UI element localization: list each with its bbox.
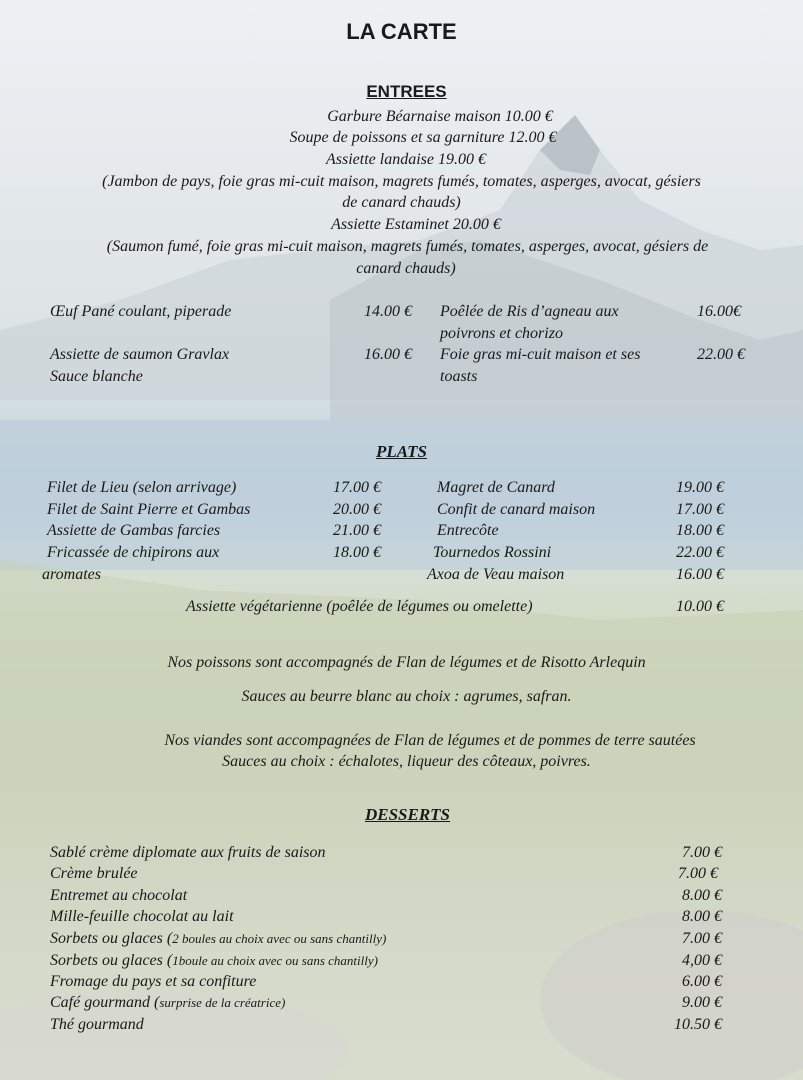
- entree-estaminet-description: (Saumon fumé, foie gras mi-cuit maison, magrets fumés, tomates, asperges, avocat, gésiers de: [106, 238, 709, 255]
- entree-ris-agneau-price: 16.00€: [697, 303, 741, 320]
- dessert-sorbets-2-boules-price: 7.00 €: [682, 930, 722, 947]
- entree-landaise-description: (Jambon de pays, foie gras mi-cuit maison, magrets fumés, tomates, asperges, avocat, gésiers: [102, 173, 701, 190]
- note-poissons-sauces: Sauces au beurre blanc au choix : agrumes, safran.: [241, 688, 572, 705]
- entree-assiette-landaise: Assiette landaise 19.00 €: [326, 151, 486, 168]
- entree-foie-gras-price: 22.00 €: [697, 346, 745, 363]
- dessert-mille-feuille-price: 8.00 €: [682, 908, 722, 925]
- dessert-cafe-gourmand: Café gourmand (surprise de la créatrice): [50, 994, 286, 1011]
- entree-estaminet-description-cont: canard chauds): [356, 260, 456, 277]
- dessert-the-gourmand: Thé gourmand: [50, 1016, 144, 1033]
- plat-filet-saint-pierre-price: 20.00 €: [333, 501, 381, 518]
- dessert-sorbets-2-boules: Sorbets ou glaces (2 boules au choix avec ou sans chantilly): [50, 930, 387, 947]
- dessert-fromage-price: 6.00 €: [682, 973, 722, 990]
- plat-entrecote-price: 18.00 €: [676, 522, 724, 539]
- entree-soupe: Soupe de poissons et sa garniture 12.00 €: [289, 129, 557, 146]
- note-viandes-sauces: Sauces au choix : échalotes, liqueur des côteaux, poivres.: [222, 753, 591, 770]
- plat-axoa: Axoa de Veau maison: [427, 566, 565, 583]
- entree-assiette-estaminet: Assiette Estaminet 20.00 €: [331, 216, 501, 233]
- entree-garbure: Garbure Béarnaise maison 10.00 €: [327, 108, 553, 125]
- plat-gambas-farcies-price: 21.00 €: [333, 522, 381, 539]
- entree-gravlax-price: 16.00 €: [364, 346, 412, 363]
- note-poissons: Nos poissons sont accompagnés de Flan de légumes et de Risotto Arlequin: [167, 654, 646, 671]
- plats-heading: PLATS: [375, 442, 427, 461]
- dessert-creme-brulee-price: 7.00 €: [678, 865, 718, 882]
- desserts-heading: DESSERTS: [364, 805, 451, 824]
- entree-ris-agneau: Poêlée de Ris d’agneau aux: [440, 303, 619, 320]
- plat-chipirons-line2: aromates: [42, 566, 101, 583]
- entree-ris-agneau-line2: poivrons et chorizo: [440, 325, 563, 342]
- plat-tournedos-price: 22.00 €: [676, 544, 724, 561]
- dessert-mille-feuille: Mille-feuille chocolat au lait: [50, 908, 234, 925]
- entree-foie-gras: Foie gras mi-cuit maison et ses: [440, 346, 641, 363]
- plat-tournedos: Tournedos Rossini: [433, 544, 552, 561]
- entree-oeuf-pane-price: 14.00 €: [364, 303, 412, 320]
- plat-filet-saint-pierre: Filet de Saint Pierre et Gambas: [47, 501, 251, 518]
- entree-oeuf-pane: Œuf Pané coulant, piperade: [50, 303, 232, 320]
- plat-confit: Confit de canard maison: [437, 501, 596, 518]
- dessert-cafe-gourmand-price: 9.00 €: [682, 994, 722, 1011]
- dessert-entremet: Entremet au chocolat: [50, 887, 188, 904]
- dessert-sorbets-1-boule: Sorbets ou glaces (1boule au choix avec ou sans chantilly): [50, 952, 378, 969]
- plat-filet-lieu: Filet de Lieu (selon arrivage): [47, 479, 237, 496]
- dessert-sable: Sablé crème diplomate aux fruits de saison: [50, 844, 326, 861]
- plat-vegetarien-price: 10.00 €: [676, 598, 724, 615]
- entree-gravlax: Assiette de saumon Gravlax: [50, 346, 230, 363]
- plat-magret: Magret de Canard: [437, 479, 555, 496]
- plat-chipirons: Fricassée de chipirons aux: [47, 544, 220, 561]
- plat-vegetarien: Assiette végétarienne (poêlée de légumes ou omelette): [186, 598, 533, 615]
- entrees-heading: ENTREES: [366, 82, 447, 101]
- menu-title: LA CARTE: [346, 19, 457, 44]
- dessert-sable-price: 7.00 €: [682, 844, 722, 861]
- entree-foie-gras-line2: toasts: [440, 368, 478, 385]
- dessert-the-gourmand-price: 10.50 €: [674, 1016, 722, 1033]
- dessert-entremet-price: 8.00 €: [682, 887, 722, 904]
- entree-landaise-description-cont: de canard chauds): [342, 194, 461, 211]
- plat-entrecote: Entrecôte: [437, 522, 499, 539]
- dessert-creme-brulee: Crème brulée: [50, 865, 138, 882]
- plat-confit-price: 17.00 €: [676, 501, 724, 518]
- entree-gravlax-line2: Sauce blanche: [50, 368, 143, 385]
- plat-filet-lieu-price: 17.00 €: [333, 479, 381, 496]
- plat-gambas-farcies: Assiette de Gambas farcies: [47, 522, 221, 539]
- plat-chipirons-price: 18.00 €: [333, 544, 381, 561]
- note-viandes: Nos viandes sont accompagnées de Flan de légumes et de pommes de terre sautées: [164, 732, 696, 749]
- dessert-sorbets-1-boule-price: 4,00 €: [682, 952, 722, 969]
- plat-magret-price: 19.00 €: [676, 479, 724, 496]
- dessert-fromage: Fromage du pays et sa confiture: [50, 973, 257, 990]
- plat-axoa-price: 16.00 €: [676, 566, 724, 583]
